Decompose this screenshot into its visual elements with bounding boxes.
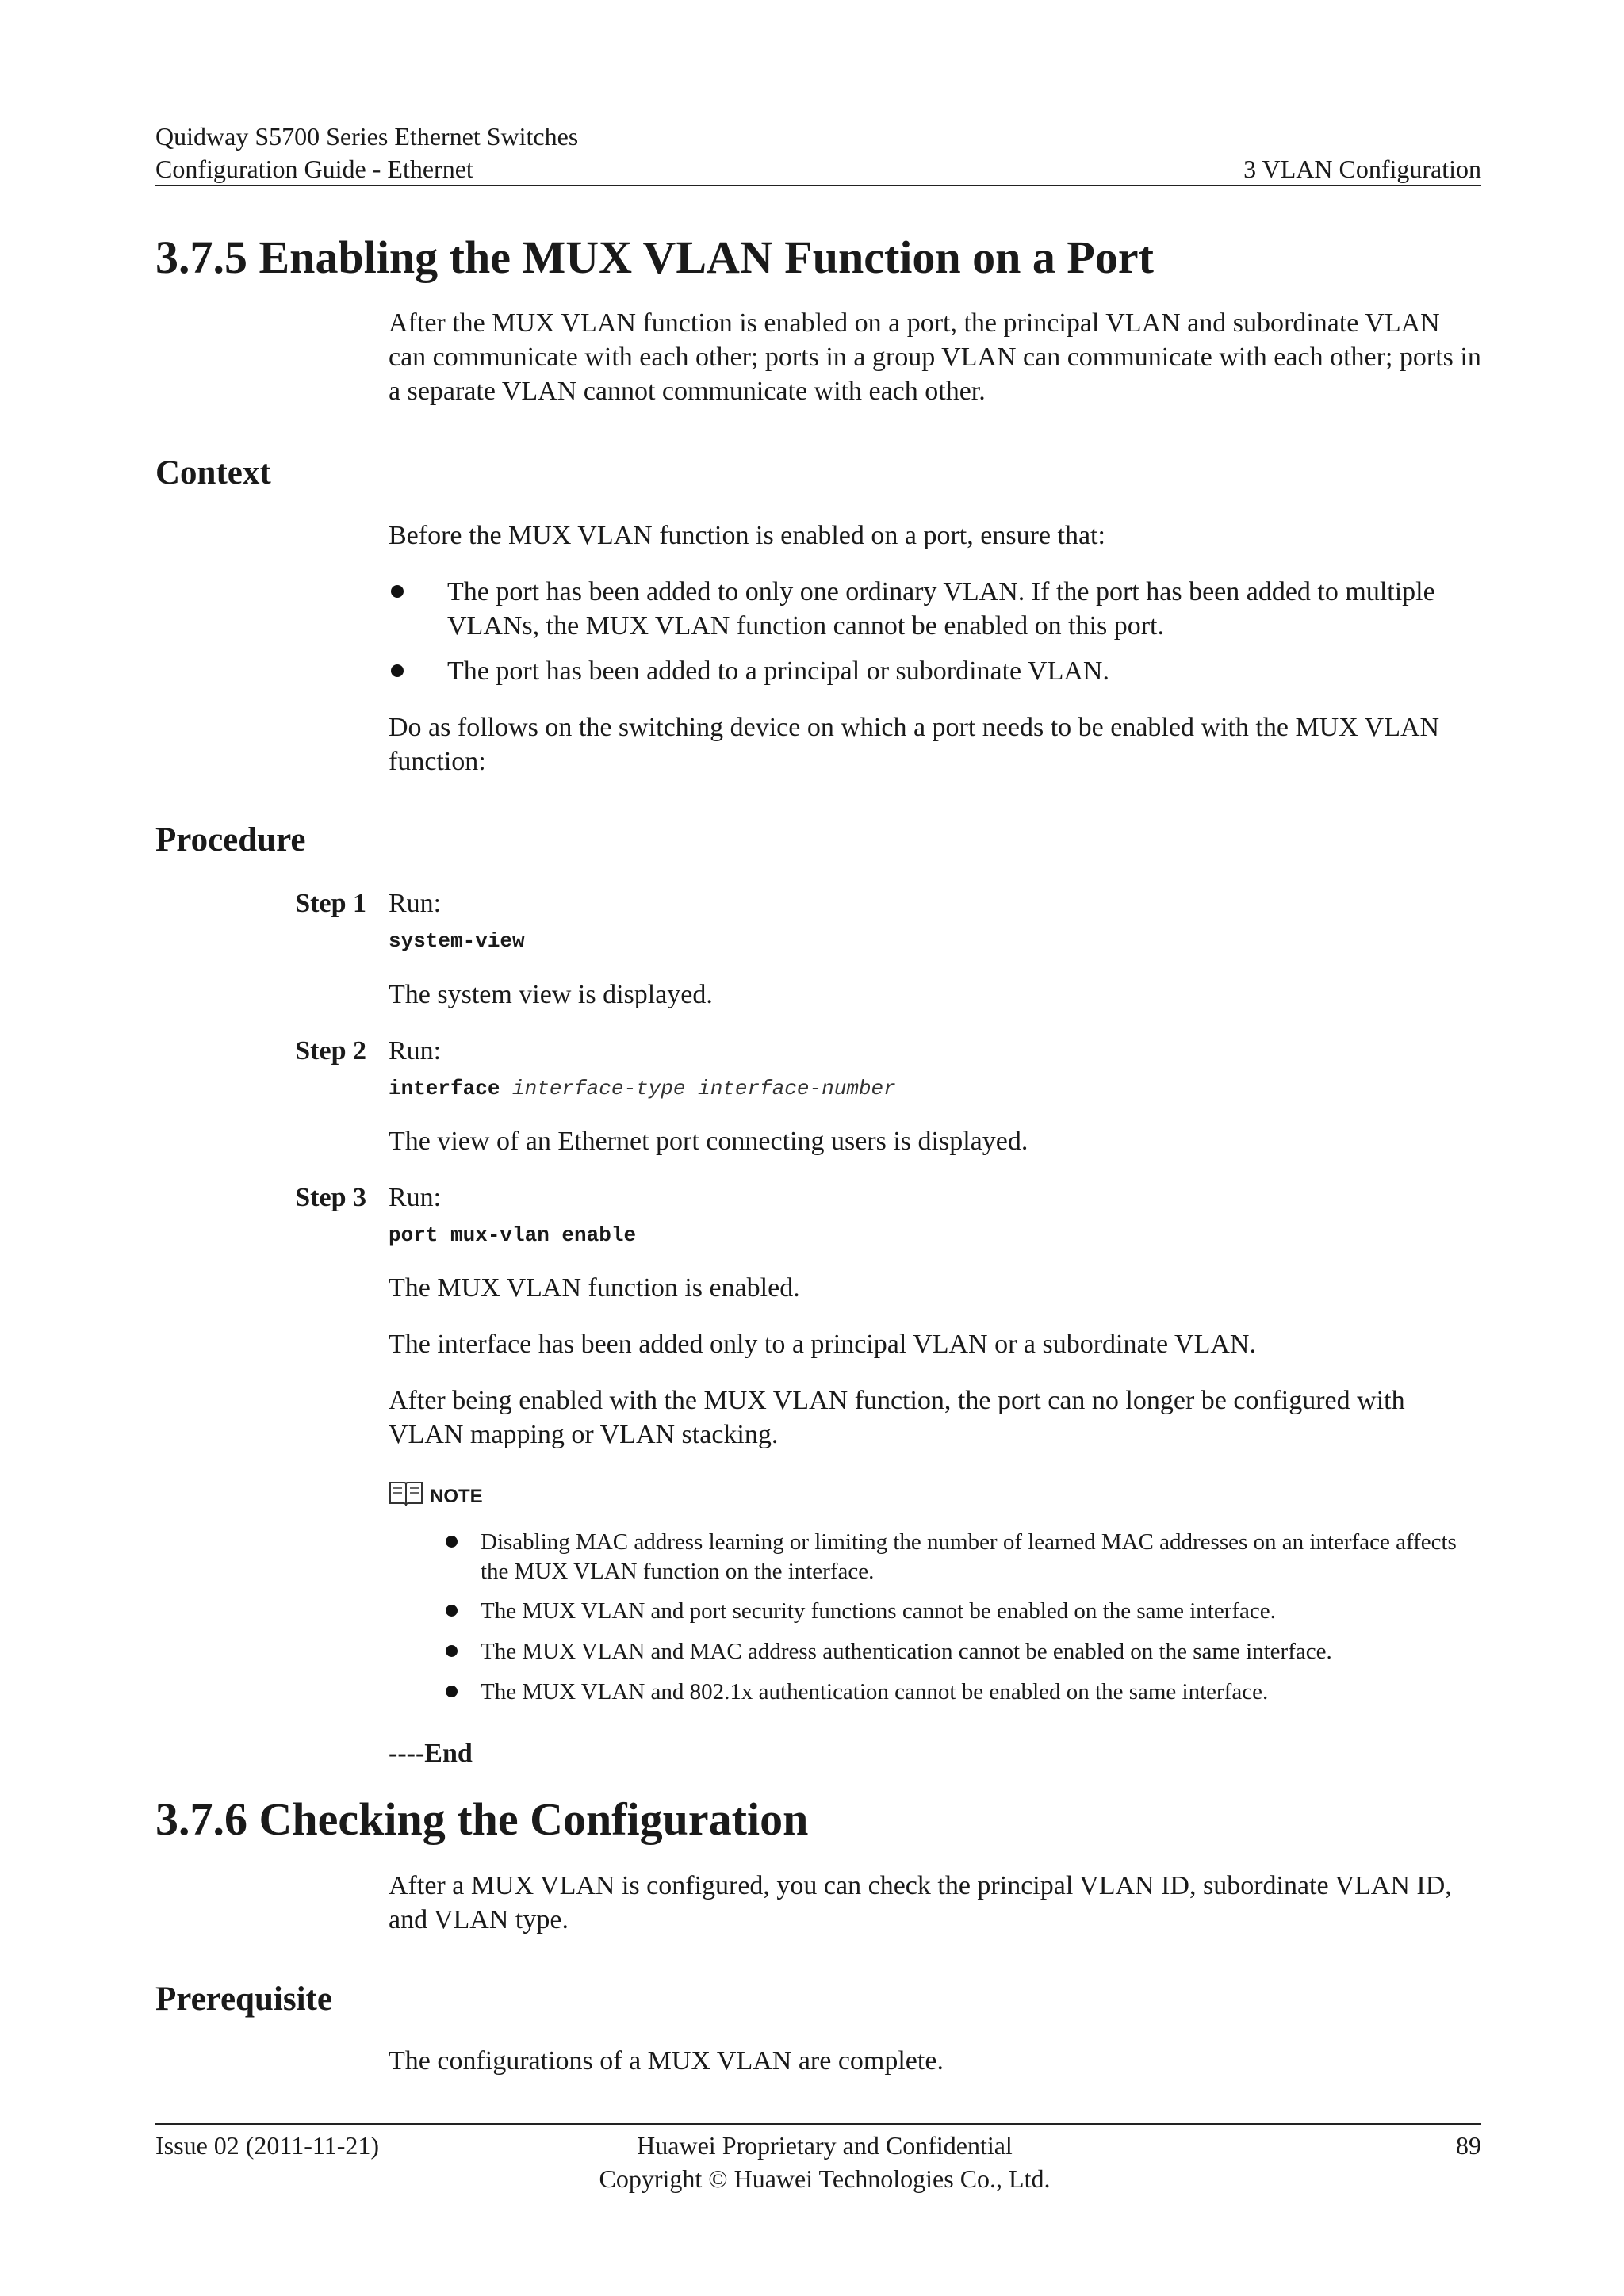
context-lead: Before the MUX VLAN function is enabled on a port, ensure that: — [389, 521, 1105, 550]
step-3-result: After being enabled with the MUX VLAN function, the port can no longer be configured with VLAN mapping or VLAN stacking. — [389, 1386, 1405, 1449]
step-3-run: Run: — [389, 1183, 442, 1212]
context-followup: Do as follows on the switching device on which a port needs to be enabled with the MUX VLAN function: — [389, 713, 1440, 776]
book-icon — [389, 1479, 423, 1508]
step-3-label: Step 3 — [295, 1183, 366, 1212]
footer-copyright: Copyright © Huawei Technologies Co., Ltd. — [599, 2164, 1051, 2193]
command-keyword: system-view — [389, 929, 525, 953]
step-1-label: Step 1 — [295, 889, 366, 918]
step-1-result: The system view is displayed. — [389, 980, 713, 1009]
bullet-dot-icon — [391, 664, 404, 677]
bullet-dot-icon — [446, 1536, 458, 1548]
footer-page-number: 89 — [1456, 2131, 1481, 2160]
section-title-3-7-5: 3.7.5 Enabling the MUX VLAN Function on a Port — [155, 232, 1154, 283]
footer-confidential: Huawei Proprietary and Confidential — [637, 2131, 1013, 2160]
step-2-result: The view of an Ethernet port connecting users is displayed. — [389, 1127, 1028, 1156]
note-item-text: The MUX VLAN and port security functions cannot be enabled on the same interface. — [481, 1598, 1276, 1624]
header-guide: Configuration Guide - Ethernet — [155, 155, 473, 183]
step-2-label: Step 2 — [295, 1036, 366, 1066]
context-heading: Context — [155, 454, 271, 492]
section-2-intro: After a MUX VLAN is configured, you can check the principal VLAN ID, subordinate VLAN ID, and VLAN type. — [389, 1871, 1452, 1934]
header-chapter: 3 VLAN Configuration — [1243, 155, 1481, 183]
header-product: Quidway S5700 Series Ethernet Switches — [155, 122, 579, 151]
step-2-run: Run: — [389, 1036, 442, 1066]
step-1-run: Run: — [389, 889, 442, 918]
procedure-end-marker: ----End — [389, 1739, 473, 1768]
note-item-text: The MUX VLAN and MAC address authentication cannot be enabled on the same interface. — [481, 1639, 1332, 1664]
footer-issue: Issue 02 (2011-11-21) — [155, 2131, 380, 2160]
command-keyword: port mux-vlan enable — [389, 1223, 637, 1247]
bullet-dot-icon — [446, 1686, 458, 1697]
context-bullet-text: The port has been added to only one ordinary VLAN. If the port has been added to multiple VLANs, the MUX VLAN function cannot be enabled on this port. — [447, 577, 1435, 641]
command-keyword: interface — [389, 1077, 500, 1100]
bullet-dot-icon — [391, 585, 404, 598]
procedure-heading: Procedure — [155, 821, 306, 859]
note-item-text: Disabling MAC address learning or limiting the number of learned MAC addresses on an interface affects the MUX VLAN function on the interface. — [481, 1529, 1457, 1584]
note-item-text: The MUX VLAN and 802.1x authentication cannot be enabled on the same interface. — [481, 1679, 1269, 1705]
bullet-dot-icon — [446, 1645, 458, 1657]
context-bullet-text: The port has been added to a principal or subordinate VLAN. — [447, 656, 1109, 686]
step-3-result: The interface has been added only to a principal VLAN or a subordinate VLAN. — [389, 1330, 1256, 1359]
note-label: NOTE — [430, 1486, 483, 1507]
footer-rule — [155, 2123, 1481, 2125]
prerequisite-heading: Prerequisite — [155, 1980, 332, 2018]
section-title-3-7-6: 3.7.6 Checking the Configuration — [155, 1793, 809, 1845]
prerequisite-text: The configurations of a MUX VLAN are complete. — [389, 2046, 944, 2076]
step-3-command — [389, 1223, 636, 1248]
step-2-command — [389, 1076, 896, 1101]
header-rule — [155, 185, 1481, 186]
command-args: interface-type interface-number — [512, 1077, 896, 1100]
step-3-result: The MUX VLAN function is enabled. — [389, 1273, 800, 1303]
section-intro: After the MUX VLAN function is enabled on a port, the principal VLAN and subordinate VLAN can communicate with each other; ports in a group VLAN can communicate with each other; ports in a separate VLAN cannot communicate with each other. — [389, 308, 1481, 406]
bullet-dot-icon — [446, 1605, 458, 1617]
step-1-command — [389, 928, 525, 954]
